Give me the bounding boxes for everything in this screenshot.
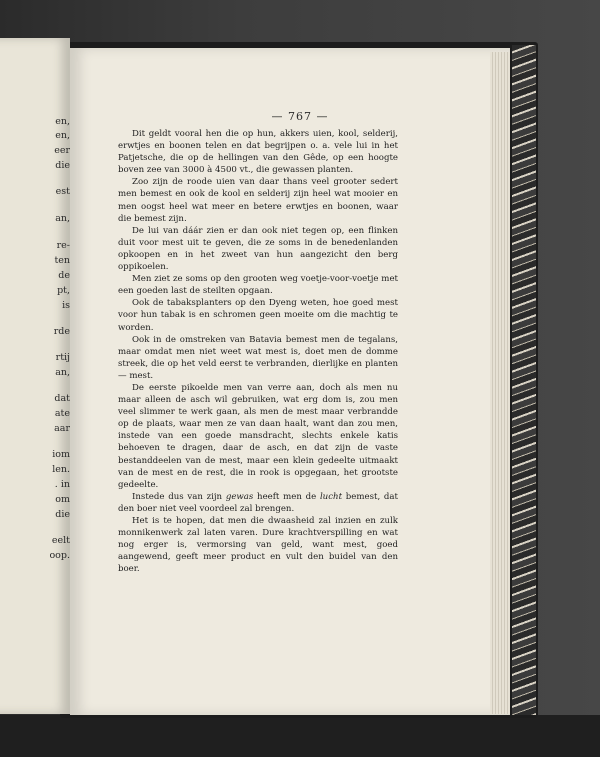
left-page-text-fragment: len. bbox=[52, 464, 70, 475]
page-stack-edge bbox=[490, 52, 510, 714]
left-page-text-fragment: pt, bbox=[57, 285, 70, 296]
left-page-text-fragment: re- bbox=[56, 240, 70, 251]
left-page bbox=[0, 38, 70, 714]
left-page-text-fragment: eelt bbox=[51, 535, 70, 546]
marbled-board-edge bbox=[512, 45, 536, 715]
left-page-text-fragment: de bbox=[58, 270, 70, 281]
paragraph: Dit geldt vooral hen die op hun, akkers uien, kool, selderij, erwtjes en boonen telen en dat begrijpen o. a. vele lui in het Patjetsche, die op de hellingen van den Gêde, op een hoogte boven zee van 3000 à 4500 vt., die gewassen planten. bbox=[118, 129, 398, 176]
table-surface bbox=[0, 715, 600, 757]
paragraph: Men ziet ze soms op den grooten weg voetje-voor-voetje met een goeden last de steilten opgaan. bbox=[118, 274, 398, 297]
text-run: heeft men de bbox=[253, 491, 320, 502]
text-run: bemest, dat den boer niet veel voordeel zal brengen. bbox=[118, 491, 398, 514]
italic-word: gewas bbox=[225, 491, 254, 502]
left-page-text-fragment: iom bbox=[52, 449, 70, 460]
left-page-text-fragment: eer bbox=[54, 145, 70, 156]
left-page-text-fragment: ten bbox=[54, 255, 70, 266]
left-page-text-fragment: om bbox=[55, 494, 70, 505]
left-page-text-fragment: an, bbox=[55, 367, 70, 378]
left-page-text-fragment: est bbox=[55, 186, 70, 197]
paragraph: Zoo zijn de roode uien van daar thans veel grooter sedert men bemest en ook de kool en selderij zijn heel wat mooier en men oogst heel wat meer en betere erwtjes en boonen, waar die bemest zijn. bbox=[118, 177, 398, 224]
left-page-text-fragment: rtij bbox=[55, 352, 70, 363]
paragraph: Ook de tabaksplanters op den Dyeng weten, hoe goed mest voor hun tabak is en schromen geen moeite om die machtig te worden. bbox=[118, 298, 398, 333]
left-page-text-fragment: en, bbox=[55, 116, 70, 127]
paragraph bbox=[118, 491, 398, 515]
body-text bbox=[118, 128, 398, 575]
left-page-text-fragment: dat bbox=[54, 393, 70, 404]
paragraph: De lui van dáár zien er dan ook niet tegen op, een flinken duit voor mest uit te geven, die ze soms in de benedenlanden opkoopen en in het zweet van hun aangezicht den berg oppikoelen. bbox=[118, 225, 398, 273]
text-run: Instede dus van zijn bbox=[132, 491, 226, 502]
left-page-text-fragment: is bbox=[62, 300, 70, 311]
left-page-text-fragment: an, bbox=[55, 213, 70, 224]
left-page-text-fragment: ate bbox=[54, 408, 70, 419]
left-page-text-fragment: die bbox=[55, 160, 70, 171]
paragraph: Het is te hopen, dat men die dwaasheid zal inzien en zulk monnikenwerk zal laten varen. Dure krachtverspilling en wat nog erger is, vermorsing van geld, want mest, goed aangewend, geeft meer product en vult den buidel van den boer. bbox=[118, 516, 398, 575]
page-number: — 767 — bbox=[271, 110, 329, 123]
left-page-text-fragment: aar bbox=[54, 423, 70, 434]
paragraph: De eerste pikoelde men van verre aan, doch als men nu maar alleen de asch wil gebruiken, wat erg dom is, zou men veel slimmer te werk gaan, als men de mest maar verbrandde op de plaats, waar men ze van daan haalt, want dan zou men, instede van een goede mansdracht, slechts enkele katis behoeven te dragen, daar de asch, en dat zijn de vaste bestanddeelen van de mest, maar een klein gedeelte uitmaakt van de mest en de rest, die in rook is opgegaan, het grootste gedeelte. bbox=[118, 382, 398, 490]
left-page-text-fragment: die bbox=[55, 509, 70, 520]
left-page-text-fragment: . in bbox=[54, 479, 70, 490]
left-page-text-fragment: en, bbox=[55, 130, 70, 141]
left-page-text-fragment: rde bbox=[53, 326, 70, 337]
italic-word: lucht bbox=[319, 491, 343, 502]
paragraph: Ook in de omstreken van Batavia bemest men de tegalans, maar omdat men niet weet wat mest is, doet men de domme streek, die op het veld eerst te verbranden, dierlijke en planten — mest. bbox=[118, 334, 398, 381]
left-page-text-fragment: oop. bbox=[49, 550, 70, 561]
